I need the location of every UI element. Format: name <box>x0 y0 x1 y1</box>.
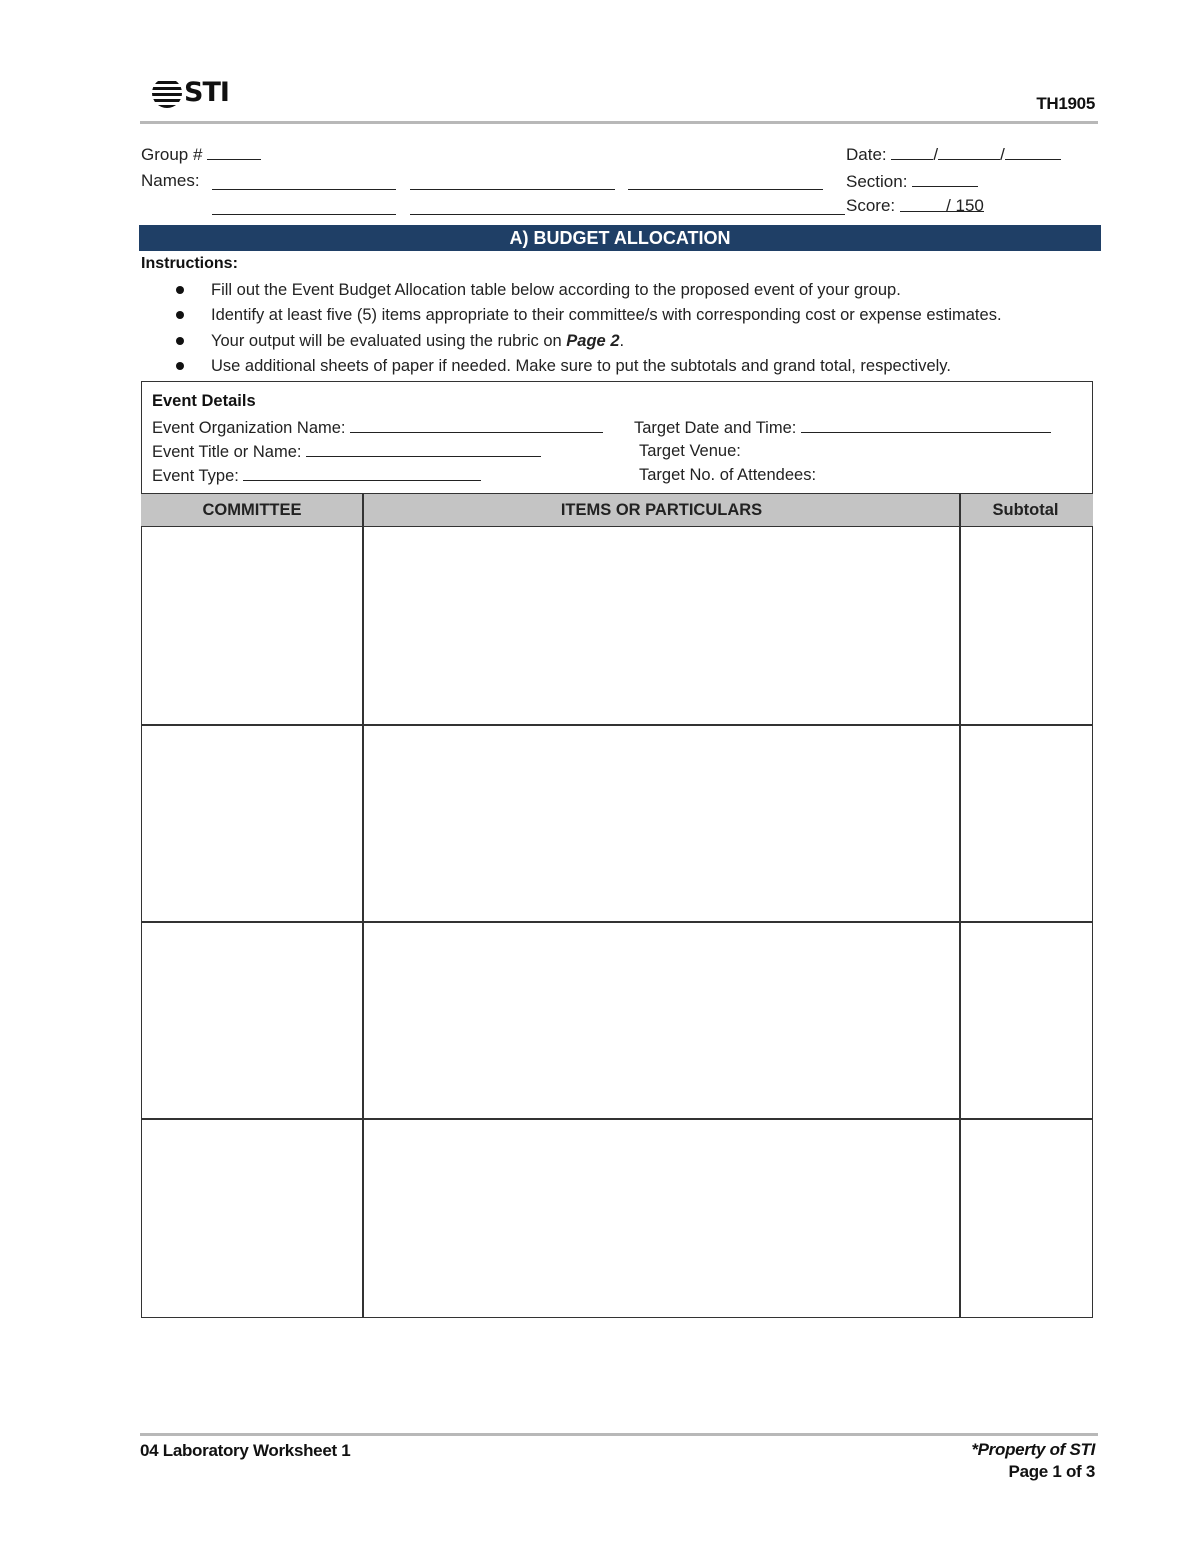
group-blank[interactable] <box>207 143 261 160</box>
name-blank-1[interactable] <box>212 189 396 190</box>
date-year-blank[interactable] <box>1005 143 1061 160</box>
row-divider <box>141 1118 1093 1120</box>
event-details-title: Event Details <box>152 392 256 410</box>
instructions-title: Instructions: <box>141 255 238 272</box>
bullet-icon <box>176 286 184 294</box>
score-field <box>846 195 984 217</box>
col-subtotal: Subtotal <box>992 501 1059 519</box>
row-divider <box>141 724 1093 726</box>
event-title-blank[interactable] <box>306 440 541 457</box>
logo-text: STI <box>184 77 229 108</box>
target-date-blank[interactable] <box>801 416 1051 433</box>
column-divider <box>362 493 364 1317</box>
event-org-field: Event Organization Name: <box>152 416 603 439</box>
target-venue-label: Target Venue: <box>639 442 741 460</box>
bullet-icon <box>176 311 184 319</box>
name-blank-2[interactable] <box>410 189 615 190</box>
name-blank-5[interactable] <box>410 214 845 215</box>
row-divider <box>141 921 1093 923</box>
name-blank-3[interactable] <box>628 189 823 190</box>
sti-logo <box>152 76 229 110</box>
column-divider <box>959 493 961 1317</box>
target-date-field: Target Date and Time: <box>634 416 1051 439</box>
instructions-list <box>176 278 1106 379</box>
footer-title: 04 Laboratory Worksheet 1 <box>140 1441 351 1460</box>
header-divider <box>140 121 1098 124</box>
date-day-blank[interactable] <box>938 143 1000 160</box>
section-label: Section: <box>846 172 908 191</box>
globe-icon <box>152 78 182 108</box>
col-items: ITEMS OR PARTICULARS <box>560 501 763 519</box>
footer-divider <box>140 1433 1098 1436</box>
event-org-blank[interactable] <box>350 416 603 433</box>
col-committee: COMMITTEE <box>202 501 302 519</box>
target-attendees-label: Target No. of Attendees: <box>639 466 817 484</box>
instruction-item: Fill out the Event Budget Allocation table below according to the proposed event of your group. <box>176 278 1106 303</box>
date-label: Date: <box>846 145 887 164</box>
instruction-item: Your output will be evaluated using the rubric on Page 2. <box>176 329 1106 354</box>
section-title: A) BUDGET ALLOCATION <box>139 225 1101 251</box>
event-title-field: Event Title or Name: <box>152 440 541 463</box>
event-type-field: Event Type: <box>152 464 481 487</box>
date-month-blank[interactable] <box>891 143 933 160</box>
footer-page-number: Page 1 of 3 <box>1008 1462 1095 1481</box>
table-header <box>141 493 1093 527</box>
event-type-blank[interactable] <box>243 464 481 481</box>
score-label: Score: <box>846 196 896 215</box>
instruction-item: Use additional sheets of paper if needed. Make sure to put the subtotals and grand total, respectively. <box>176 354 1106 379</box>
section-field <box>846 170 978 193</box>
group-label: Group # <box>141 145 203 164</box>
document-code: TH1905 <box>1036 94 1095 113</box>
date-field: Date: / / <box>846 143 1061 166</box>
bullet-icon <box>176 362 184 370</box>
bullet-icon <box>176 337 184 345</box>
section-blank[interactable] <box>912 170 978 187</box>
group-field <box>141 143 261 166</box>
score-value: / 150 <box>900 195 984 212</box>
instruction-item: Identify at least five (5) items appropriate to their committee/s with corresponding cost or expense estimates. <box>176 303 1106 328</box>
names-label: Names: <box>141 171 200 190</box>
footer-property: *Property of STI <box>971 1440 1095 1459</box>
name-blank-4[interactable] <box>212 214 396 215</box>
